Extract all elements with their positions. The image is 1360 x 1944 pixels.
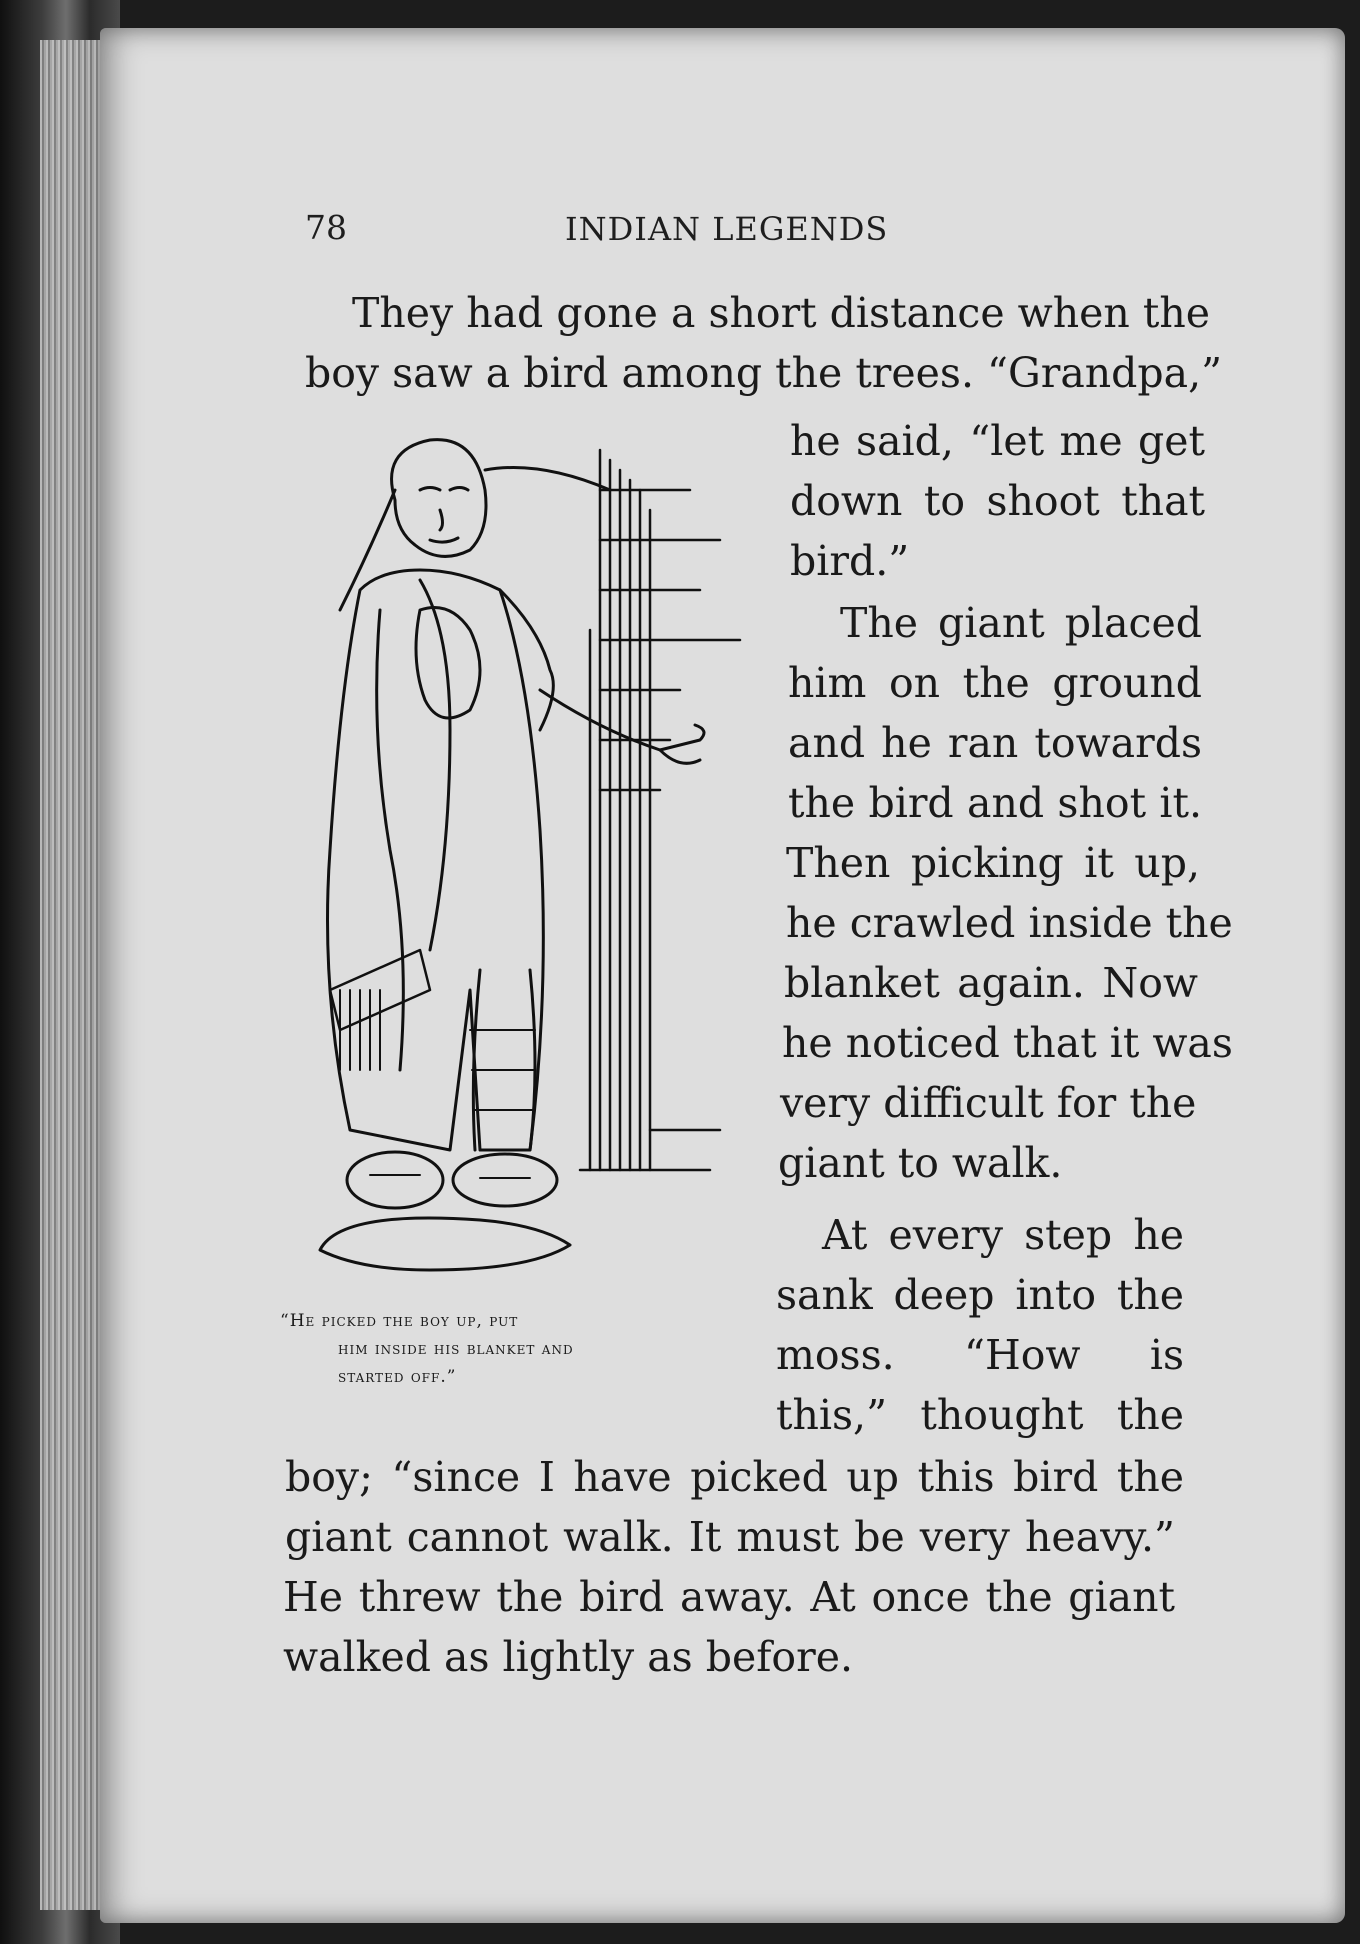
text-line: down to shoot that xyxy=(790,477,1205,525)
text-line: moss. “How is xyxy=(776,1331,1184,1379)
running-head: INDIAN LEGENDS xyxy=(565,210,889,248)
text-line: walked as lightly as before. xyxy=(283,1633,853,1681)
text-line: Then picking it up, xyxy=(786,839,1200,887)
giant-illustration xyxy=(300,430,750,1290)
text-line: boy; “since I have picked up this bird the xyxy=(285,1453,1184,1501)
text-line: They had gone a short distance when the xyxy=(352,289,1211,337)
text-line: and he ran towards xyxy=(788,719,1202,767)
text-line: very difficult for the xyxy=(780,1079,1197,1127)
tree-trunk xyxy=(580,450,740,1170)
text-line: boy saw a bird among the trees. “Grandpa,” xyxy=(305,349,1223,397)
text-line: The giant placed xyxy=(840,599,1202,647)
page-header xyxy=(305,208,945,258)
text-line: he noticed that it was xyxy=(782,1019,1233,1067)
illustration-caption xyxy=(280,1307,745,1391)
text-line: bird.” xyxy=(790,537,910,585)
text-line: He threw the bird away. At once the giant xyxy=(283,1573,1175,1621)
text-line: this,” thought the xyxy=(776,1391,1184,1439)
caption-line: started off.” xyxy=(338,1367,457,1387)
text-line: the bird and shot it. xyxy=(788,779,1202,827)
text-line: giant to walk. xyxy=(778,1139,1063,1187)
caption-line: him inside his blanket and xyxy=(338,1339,574,1359)
text-line: he said, “let me get xyxy=(790,417,1205,465)
text-line: him on the ground xyxy=(788,659,1202,707)
text-line: sank deep into the xyxy=(776,1271,1184,1319)
caption-line: “He picked the boy up, put xyxy=(280,1311,519,1331)
text-line: At every step he xyxy=(822,1211,1184,1259)
page-number: 78 xyxy=(305,208,347,247)
text-line: giant cannot walk. It must be very heavy.” xyxy=(285,1513,1175,1561)
text-line: blanket again. Now xyxy=(784,959,1198,1007)
text-line: he crawled inside the xyxy=(786,899,1233,947)
